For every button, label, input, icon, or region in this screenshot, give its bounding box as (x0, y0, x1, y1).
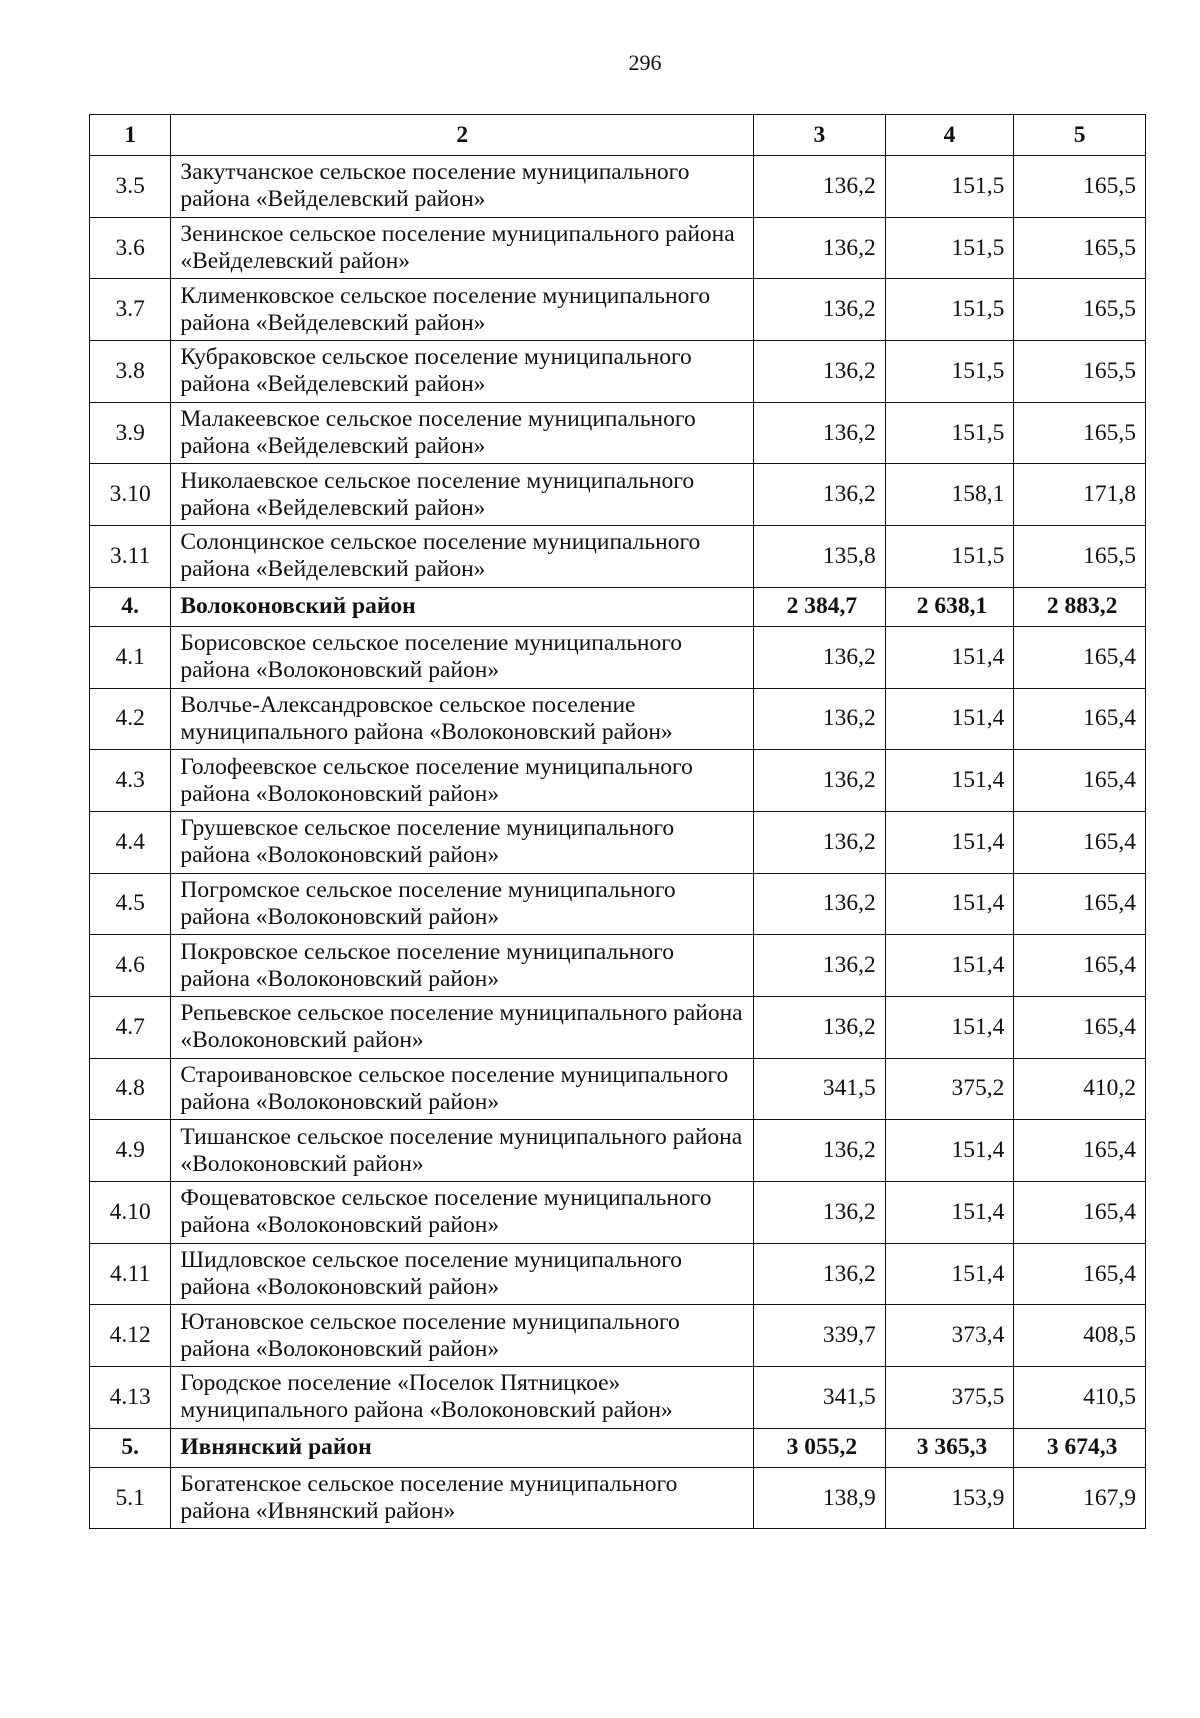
settlement-name: Репьевское сельское поселение муниципального района «Волоконовский район» (171, 996, 754, 1058)
value-col-4: 151,5 (885, 217, 1014, 279)
value-col-4: 151,4 (885, 626, 1014, 688)
value-col-4: 151,5 (885, 526, 1014, 588)
value-col-3: 341,5 (754, 1367, 886, 1429)
settlement-name: Кубраковское сельское поселение муниципального района «Вейделевский район» (171, 341, 754, 403)
table-body (90, 156, 1146, 1529)
row-number: 3.9 (90, 402, 171, 464)
value-col-4: 151,4 (885, 873, 1014, 935)
value-col-4: 375,2 (885, 1058, 1014, 1120)
value-col-5: 165,4 (1014, 996, 1146, 1058)
settlement-name: Староивановское сельское поселение муниципального района «Волоконовский район» (171, 1058, 754, 1120)
value-col-5: 165,4 (1014, 935, 1146, 997)
row-number: 3.10 (90, 464, 171, 526)
table-row (90, 217, 1146, 279)
table-row (90, 811, 1146, 873)
value-col-3: 3 055,2 (754, 1428, 886, 1467)
row-number: 4.1 (90, 626, 171, 688)
row-number: 4.9 (90, 1120, 171, 1182)
value-col-5: 171,8 (1014, 464, 1146, 526)
settlement-name: Голофеевское сельское поселение муниципального района «Волоконовский район» (171, 750, 754, 812)
value-col-4: 151,4 (885, 1182, 1014, 1244)
row-number: 3.7 (90, 279, 171, 341)
value-col-5: 165,4 (1014, 688, 1146, 750)
table-row (90, 1367, 1146, 1429)
value-col-5: 165,5 (1014, 279, 1146, 341)
value-col-5: 165,5 (1014, 217, 1146, 279)
table-row (90, 935, 1146, 997)
value-col-3: 136,2 (754, 688, 886, 750)
value-col-5: 165,4 (1014, 873, 1146, 935)
district-total-row (90, 1428, 1146, 1467)
value-col-4: 151,5 (885, 279, 1014, 341)
settlement-name: Малакеевское сельское поселение муниципального района «Вейделевский район» (171, 402, 754, 464)
value-col-3: 136,2 (754, 626, 886, 688)
table-row (90, 526, 1146, 588)
table-row (90, 1243, 1146, 1305)
row-number: 4.13 (90, 1367, 171, 1429)
value-col-5: 165,5 (1014, 156, 1146, 218)
settlement-name: Ютановское сельское поселение муниципального района «Волоконовский район» (171, 1305, 754, 1367)
value-col-4: 2 638,1 (885, 587, 1014, 626)
settlement-name: Тишанское сельское поселение муниципального района «Волоконовский район» (171, 1120, 754, 1182)
row-number: 4.4 (90, 811, 171, 873)
row-number: 4.3 (90, 750, 171, 812)
settlement-name: Борисовское сельское поселение муниципального района «Волоконовский район» (171, 626, 754, 688)
value-col-4: 151,4 (885, 1120, 1014, 1182)
value-col-4: 151,4 (885, 688, 1014, 750)
table-row (90, 750, 1146, 812)
row-number: 4. (90, 587, 171, 626)
value-col-3: 136,2 (754, 402, 886, 464)
value-col-3: 136,2 (754, 1243, 886, 1305)
column-header-5: 5 (1014, 115, 1146, 156)
table-row (90, 996, 1146, 1058)
table-row (90, 341, 1146, 403)
row-number: 4.2 (90, 688, 171, 750)
value-col-3: 136,2 (754, 811, 886, 873)
value-col-4: 151,5 (885, 402, 1014, 464)
settlement-name: Грушевское сельское поселение муниципального района «Волоконовский район» (171, 811, 754, 873)
value-col-3: 138,9 (754, 1467, 886, 1529)
value-col-5: 165,5 (1014, 341, 1146, 403)
value-col-5: 165,4 (1014, 1120, 1146, 1182)
value-col-5: 165,4 (1014, 1243, 1146, 1305)
value-col-4: 153,9 (885, 1467, 1014, 1529)
settlement-name: Погромское сельское поселение муниципального района «Волоконовский район» (171, 873, 754, 935)
value-col-4: 151,4 (885, 811, 1014, 873)
value-col-3: 136,2 (754, 1182, 886, 1244)
row-number: 4.6 (90, 935, 171, 997)
value-col-3: 136,2 (754, 156, 886, 218)
value-col-3: 136,2 (754, 217, 886, 279)
value-col-3: 136,2 (754, 750, 886, 812)
row-number: 4.11 (90, 1243, 171, 1305)
value-col-5: 165,4 (1014, 626, 1146, 688)
row-number: 5.1 (90, 1467, 171, 1529)
table-row (90, 402, 1146, 464)
column-header-4: 4 (885, 115, 1014, 156)
value-col-4: 151,4 (885, 750, 1014, 812)
row-number: 5. (90, 1428, 171, 1467)
row-number: 4.12 (90, 1305, 171, 1367)
row-number: 4.10 (90, 1182, 171, 1244)
settlement-name: Ивнянский район (171, 1428, 754, 1467)
value-col-3: 136,2 (754, 464, 886, 526)
table-row (90, 873, 1146, 935)
value-col-5: 410,5 (1014, 1367, 1146, 1429)
value-col-4: 151,4 (885, 935, 1014, 997)
table-row (90, 1120, 1146, 1182)
table-row (90, 1058, 1146, 1120)
value-col-3: 136,2 (754, 935, 886, 997)
table-row (90, 688, 1146, 750)
value-col-4: 151,4 (885, 996, 1014, 1058)
table-row (90, 1467, 1146, 1529)
table-row (90, 1182, 1146, 1244)
value-col-5: 165,4 (1014, 750, 1146, 812)
settlement-name: Клименковское сельское поселение муниципального района «Вейделевский район» (171, 279, 754, 341)
value-col-4: 151,5 (885, 156, 1014, 218)
value-col-4: 158,1 (885, 464, 1014, 526)
value-col-4: 151,4 (885, 1243, 1014, 1305)
row-number: 3.11 (90, 526, 171, 588)
row-number: 3.8 (90, 341, 171, 403)
table-row (90, 626, 1146, 688)
value-col-3: 136,2 (754, 279, 886, 341)
settlement-name: Волоконовский район (171, 587, 754, 626)
value-col-4: 151,5 (885, 341, 1014, 403)
value-col-3: 2 384,7 (754, 587, 886, 626)
value-col-4: 375,5 (885, 1367, 1014, 1429)
value-col-5: 410,2 (1014, 1058, 1146, 1120)
row-number: 3.6 (90, 217, 171, 279)
value-col-5: 165,5 (1014, 526, 1146, 588)
value-col-5: 3 674,3 (1014, 1428, 1146, 1467)
value-col-3: 136,2 (754, 1120, 886, 1182)
value-col-3: 341,5 (754, 1058, 886, 1120)
data-table (89, 114, 1146, 1529)
settlement-name: Волчье-Александровское сельское поселение муниципального района «Волоконовский район» (171, 688, 754, 750)
column-header-2: 2 (171, 115, 754, 156)
value-col-5: 408,5 (1014, 1305, 1146, 1367)
row-number: 4.7 (90, 996, 171, 1058)
settlement-name: Городское поселение «Поселок Пятницкое» муниципального района «Волоконовский район» (171, 1367, 754, 1429)
settlement-name: Покровское сельское поселение муниципального района «Волоконовский район» (171, 935, 754, 997)
row-number: 4.8 (90, 1058, 171, 1120)
table-row (90, 1305, 1146, 1367)
value-col-3: 339,7 (754, 1305, 886, 1367)
settlement-name: Шидловское сельское поселение муниципального района «Волоконовский район» (171, 1243, 754, 1305)
district-total-row (90, 587, 1146, 626)
value-col-5: 2 883,2 (1014, 587, 1146, 626)
settlement-name: Фощеватовское сельское поселение муниципального района «Волоконовский район» (171, 1182, 754, 1244)
settlement-name: Богатенское сельское поселение муниципального района «Ивнянский район» (171, 1467, 754, 1529)
table-header-row (90, 115, 1146, 156)
column-header-1: 1 (90, 115, 171, 156)
value-col-3: 136,2 (754, 873, 886, 935)
value-col-5: 165,4 (1014, 811, 1146, 873)
value-col-5: 165,4 (1014, 1182, 1146, 1244)
table-row (90, 279, 1146, 341)
value-col-4: 3 365,3 (885, 1428, 1014, 1467)
value-col-4: 373,4 (885, 1305, 1014, 1367)
settlement-name: Закутчанское сельское поселение муниципального района «Вейделевский район» (171, 156, 754, 218)
settlement-name: Николаевское сельское поселение муниципального района «Вейделевский район» (171, 464, 754, 526)
value-col-3: 135,8 (754, 526, 886, 588)
row-number: 4.5 (90, 873, 171, 935)
settlement-name: Зенинское сельское поселение муниципального района «Вейделевский район» (171, 217, 754, 279)
table-row (90, 156, 1146, 218)
row-number: 3.5 (90, 156, 171, 218)
value-col-3: 136,2 (754, 996, 886, 1058)
settlement-name: Солонцинское сельское поселение муниципального района «Вейделевский район» (171, 526, 754, 588)
table-row (90, 464, 1146, 526)
value-col-5: 167,9 (1014, 1467, 1146, 1529)
column-header-3: 3 (754, 115, 886, 156)
value-col-3: 136,2 (754, 341, 886, 403)
value-col-5: 165,5 (1014, 402, 1146, 464)
page-number: 296 (628, 50, 662, 75)
